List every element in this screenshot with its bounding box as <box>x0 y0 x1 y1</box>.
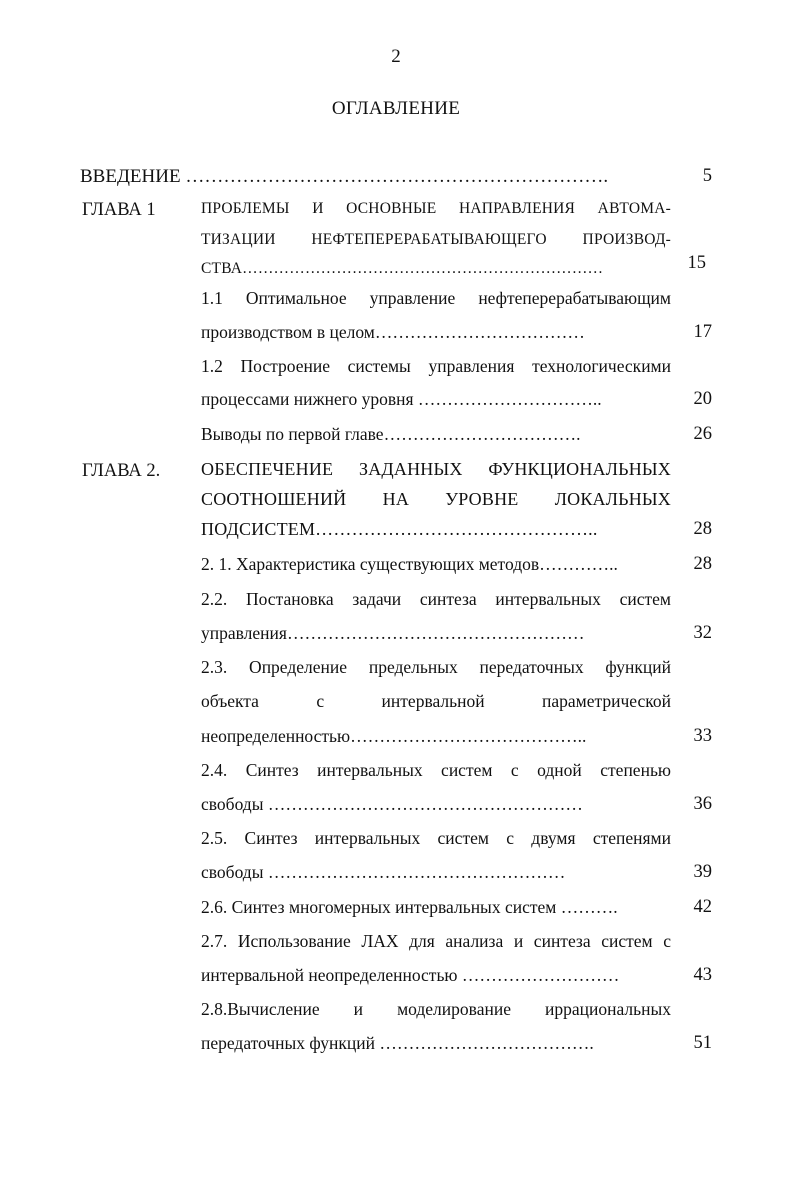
section-2-1-page: 28 <box>693 554 712 574</box>
section-2-3-line-3: неопределенностью………………………………….. <box>201 726 587 746</box>
page-number: 2 <box>391 46 401 67</box>
toc-entry-intro-text: ВВЕДЕНИЕ …………………………………………………………. <box>80 166 609 187</box>
chapter-1-page: 15 <box>687 253 706 273</box>
chapter-2-title-line-2: СООТНОШЕНИЙ НА УРОВНЕ ЛОКАЛЬНЫХ <box>201 489 671 509</box>
chapter-1-title-line-2: ТИЗАЦИИ НЕФТЕПЕРЕРАБАТЫВАЮЩЕГО ПРОИЗВОД- <box>201 231 671 248</box>
section-1-2-line-1: 1.2 Построение системы управления технологическими <box>201 356 671 376</box>
section-2-1: 2. 1. Характеристика существующих методов………….. <box>201 554 618 574</box>
section-2-7-line-1: 2.7. Использование ЛАХ для анализа и синтеза систем с <box>201 931 671 951</box>
section-2-7-line-2: интервальной неопределенностью ……………………… <box>201 965 620 985</box>
section-2-8-line-2: передаточных функций ………………………………. <box>201 1033 594 1053</box>
section-2-4-page: 36 <box>693 794 712 814</box>
chapter-2-label: ГЛАВА 2. <box>82 461 161 481</box>
section-1-1-line-1: 1.1 Оптимальное управление нефтеперерабатывающим <box>201 288 671 308</box>
section-2-4-line-2: свободы ……………………………………………… <box>201 794 583 814</box>
chapter-1-label: ГЛАВА 1 <box>82 200 156 220</box>
section-2-5-line-2: свободы …………………………………………… <box>201 862 566 882</box>
section-1-1-page: 17 <box>693 322 712 342</box>
chapter-2-title-line-3: ПОДСИСТЕМ……………………………………….. <box>201 519 598 539</box>
section-2-3-page: 33 <box>693 726 712 746</box>
toc-entry-intro-page: 5 <box>702 166 712 186</box>
section-1-1-line-2: производством в целом……………………………… <box>201 322 585 342</box>
section-1-2-page: 20 <box>693 389 712 409</box>
section-2-2-line-1: 2.2. Постановка задачи синтеза интервальных систем <box>201 589 671 609</box>
section-2-5-page: 39 <box>693 862 712 882</box>
chapter-2-page: 28 <box>693 519 712 539</box>
section-2-8-line-1: 2.8.Вычисление и моделирование иррациональных <box>201 999 671 1019</box>
section-2-8-page: 51 <box>693 1033 712 1053</box>
chapter-1-conclusions-page: 26 <box>693 424 712 444</box>
chapter-1-title-line-1: ПРОБЛЕМЫ И ОСНОВНЫЕ НАПРАВЛЕНИЯ АВТОМА- <box>201 200 671 217</box>
section-2-3-line-2: объекта с интервальной параметрической <box>201 691 671 711</box>
section-2-7-page: 43 <box>693 965 712 985</box>
section-2-2-line-2: управления…………………………………………… <box>201 623 585 643</box>
chapter-1-title-line-3: СТВА…………………………………………………………… <box>201 260 604 277</box>
section-2-3-line-1: 2.3. Определение предельных передаточных функций <box>201 657 671 677</box>
section-2-6: 2.6. Синтез многомерных интервальных систем ………. <box>201 897 618 917</box>
section-1-2-line-2: процессами нижнего уровня ………………………….. <box>201 389 602 409</box>
section-2-6-page: 42 <box>693 897 712 917</box>
chapter-1-conclusions: Выводы по первой главе……………………………. <box>201 424 581 444</box>
section-2-2-page: 32 <box>693 623 712 643</box>
toc-title: ОГЛАВЛЕНИЕ <box>331 98 461 119</box>
chapter-2-title-line-1: ОБЕСПЕЧЕНИЕ ЗАДАННЫХ ФУНКЦИОНАЛЬНЫХ <box>201 459 671 479</box>
section-2-5-line-1: 2.5. Синтез интервальных систем с двумя степенями <box>201 828 671 848</box>
section-2-4-line-1: 2.4. Синтез интервальных систем с одной степенью <box>201 760 671 780</box>
